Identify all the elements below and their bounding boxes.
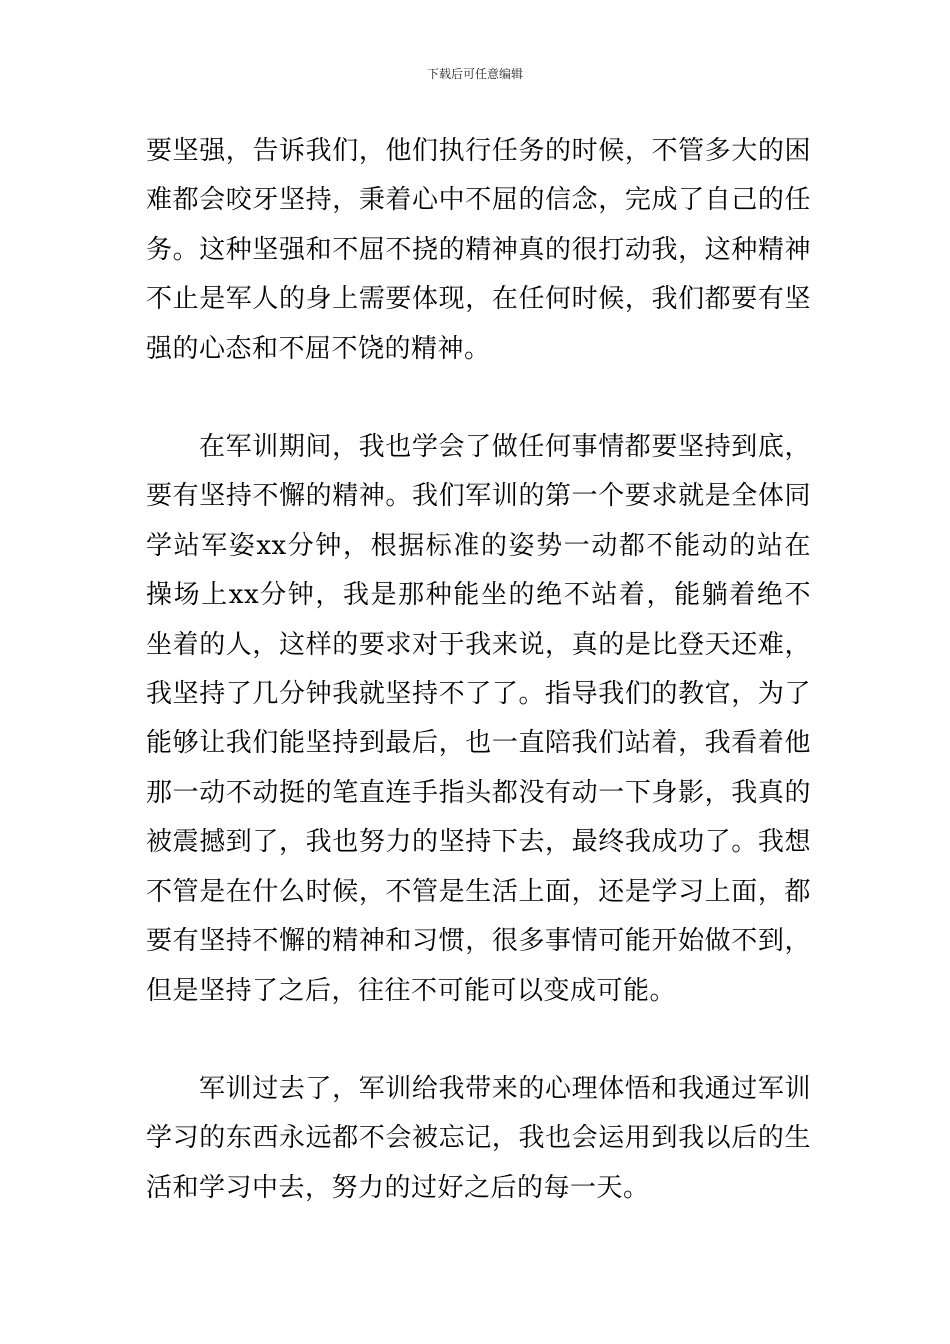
document-body <box>146 127 811 1213</box>
paragraph-2: 在军训期间，我也学会了做任何事情都要坚持到底，要有坚持不懈的精神。我们军训的第一个要求就是全体同学站军姿xx分钟，根据标准的姿势一动都不能动的站在操场上xx分钟，我是那种能坐的绝不站着，能躺着绝不坐着的人，这样的要求对于我来说，真的是比登天还难，我坚持了几分钟我就坚持不了了。指导我们的教官，为了能够让我们能坚持到最后，也一直陪我们站着，我看着他那一动不动挺的笔直连手指头都没有动一下身影，我真的被震撼到了，我也努力的坚持下去，最终我成功了。我想不管是在什么时候，不管是生活上面，还是学习上面，都要有坚持不懈的精神和习惯，很多事情可能开始做不到，但是坚持了之后，往往不可能可以变成可能。 <box>146 432 811 1006</box>
page-header: 下载后可任意编辑 <box>426 67 523 81</box>
paragraph-1: 要坚强，告诉我们，他们执行任务的时候，不管多大的困难都会咬牙坚持，秉着心中不屈的信念，完成了自己的任务。这种坚强和不屈不挠的精神真的很打动我，这种精神不止是军人的身上需要体现，在任何时候，我们都要有坚强的心态和不屈不饶的精神。 <box>146 136 811 364</box>
paragraph-3: 军训过去了，军训给我带来的心理体悟和我通过军训学习的东西永远都不会被忘记，我也会运用到我以后的生活和学习中去，努力的过好之后的每一天。 <box>146 1073 811 1203</box>
